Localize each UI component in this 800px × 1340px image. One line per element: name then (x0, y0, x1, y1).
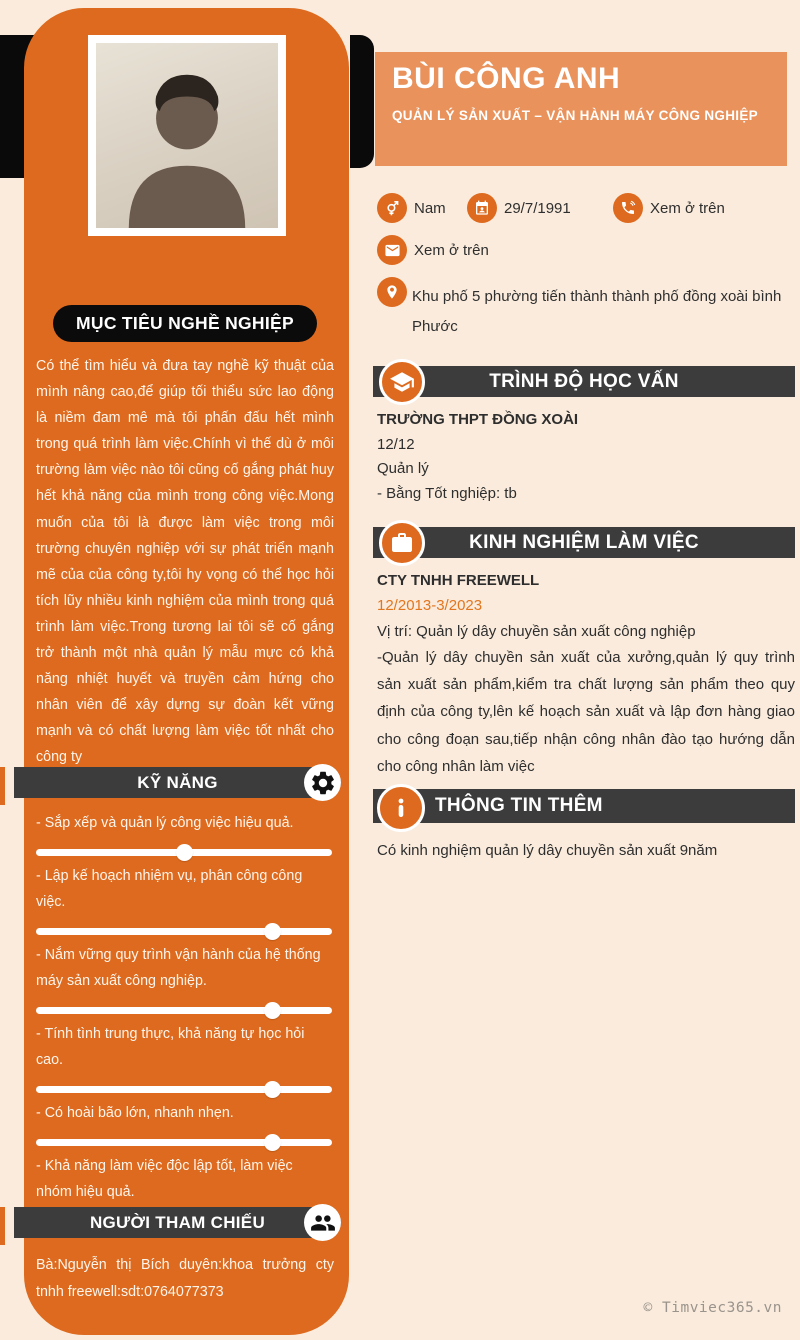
gender-value: Nam (414, 199, 446, 217)
skill-slider-thumb (264, 1002, 281, 1019)
skills-section-header (14, 767, 341, 798)
profile-photo-frame (88, 35, 286, 236)
skill-label: - Có hoài bão lớn, nhanh nhẹn. (36, 1105, 234, 1121)
info-icon (377, 784, 425, 832)
gear-icon (304, 764, 341, 801)
skill-slider (36, 849, 332, 856)
skills-list (36, 810, 332, 1232)
skill-item (36, 863, 332, 935)
dob-value: 29/7/1991 (504, 199, 571, 217)
skill-slider-thumb (264, 923, 281, 940)
skill-label: - Tính tình trung thực, khả năng tự học hỏi cao. (36, 1026, 305, 1068)
reference-text: Bà:Nguyễn thị Bích duyên:khoa trưởng cty tnhh freewell:sdt:0764077373 (36, 1257, 334, 1300)
additional-info-text: Có kinh nghiệm quản lý dây chuyền sản xuất 9năm (377, 842, 718, 859)
email-icon (377, 235, 407, 265)
references-left-tab (0, 1207, 5, 1245)
education-note: - Bằng Tốt nghiệp: tb (377, 484, 517, 502)
experience-company: CTY TNHH FREEWELL (377, 572, 540, 589)
candidate-job-title: QUẢN LÝ SẢN XUẤT – VẬN HÀNH MÁY CÔNG NGHIỆP (392, 108, 758, 123)
email-field (377, 235, 489, 265)
skill-item (36, 942, 332, 1014)
skill-slider (36, 928, 332, 935)
skill-item (36, 1021, 332, 1093)
skill-slider-thumb (264, 1081, 281, 1098)
calendar-icon (467, 193, 497, 223)
phone-icon (613, 193, 643, 223)
education-school: TRƯỜNG THPT ĐỒNG XOÀI (377, 411, 579, 428)
education-details (377, 408, 795, 506)
candidate-name: BÙI CÔNG ANH (392, 62, 621, 95)
objective-text: Có thể tìm hiểu và đưa tay nghề kỹ thuật của mình nâng cao,để giúp tối thiểu sức lao động là niềm đam mê mà tôi phấn đấu hết mình trong quá trình làm việc.Chính vì thế dù ở môi trường làm việc nào tôi cũng cố gắng phát huy hết khả năng của mình trong công việc.Mong muốn của tôi là được làm việc trong môi trường chuyên nghiệp với sự phát triển mạnh mẽ của của công ty,tôi hy vọng có thể học hỏi tích lũy nhiều kinh nghiệm của mình trong quá trình làm việc.Trong tương lai tôi sẽ cố gắng trở thành một nhà quản lý mẫu mực có khả năng nhiệt huyết và truyền cảm hứng cho nhân viên để xây dựng sự đoàn kết vững mạnh và có chất lượng làm việc tốt nhất cho công ty (36, 358, 334, 766)
sidebar (24, 8, 349, 1335)
experience-period: 12/2013-3/2023 (377, 597, 483, 615)
header-black-accent (350, 35, 374, 168)
additional-info-section-header: THÔNG TIN THÊM (373, 789, 795, 823)
experience-details (377, 568, 795, 780)
dob-field (467, 193, 571, 223)
people-icon (304, 1204, 341, 1241)
person-silhouette-icon (96, 55, 278, 228)
education-section-header: TRÌNH ĐỘ HỌC VẤN (373, 366, 795, 397)
skill-slider (36, 1139, 332, 1146)
name-header (375, 52, 787, 166)
skill-label: - Nắm vững quy trình vận hành của hệ thống máy sản xuất công nghiệp. (36, 947, 321, 989)
skill-slider-thumb (264, 1134, 281, 1151)
references-section-header (14, 1207, 341, 1238)
experience-section-header: KINH NGHIỆM LÀM VIỆC (373, 527, 795, 558)
location-icon (377, 277, 407, 307)
experience-position: Vị trí: Quản lý dây chuyền sản xuất công nghiệp (377, 622, 696, 640)
graduation-cap-icon (379, 359, 425, 405)
skill-item (36, 1100, 332, 1146)
skill-label: - Khả năng làm việc độc lập tốt, làm việc nhóm hiệu quả. (36, 1158, 293, 1200)
objective-section-title: MỤC TIÊU NGHỀ NGHIỆP (53, 305, 317, 342)
education-major: Quản lý (377, 460, 429, 478)
site-watermark-link[interactable]: © Timviec365.vn (643, 1300, 782, 1316)
profile-photo (96, 43, 278, 228)
phone-field (613, 193, 725, 223)
address-field (377, 277, 407, 307)
experience-description: -Quản lý dây chuyền sản xuất của xưởng,quản lý quy trình sản xuất sản phẩm,kiểm tra chất lượng sản phẩm theo quy định của công ty,lên kế hoạch sản xuất và lập đơn hàng giao cho công đoạn sau,tiếp nhận công nhân đào tạo hướng dẫn cho công nhân làm việc (377, 648, 795, 775)
references-section-title: NGƯỜI THAM CHIẾU (89, 1212, 266, 1232)
education-grade: 12/12 (377, 435, 415, 453)
briefcase-icon (379, 520, 425, 566)
skill-slider (36, 1086, 332, 1093)
skills-left-tab (0, 767, 5, 805)
skill-label: - Lập kế hoạch nhiệm vụ, phân công công việc. (36, 868, 303, 910)
email-value: Xem ở trên (414, 241, 489, 259)
gender-icon (377, 193, 407, 223)
skill-item (36, 810, 332, 856)
gender-field (377, 193, 446, 223)
address-value: Khu phố 5 phường tiến thành thành phố đồng xoài bình Phước (412, 288, 782, 335)
skills-section-title: KỸ NĂNG (137, 772, 218, 792)
skill-slider-thumb (176, 844, 193, 861)
phone-value: Xem ở trên (650, 199, 725, 217)
skill-slider (36, 1007, 332, 1014)
skill-label: - Sắp xếp và quản lý công việc hiệu quả. (36, 815, 294, 831)
